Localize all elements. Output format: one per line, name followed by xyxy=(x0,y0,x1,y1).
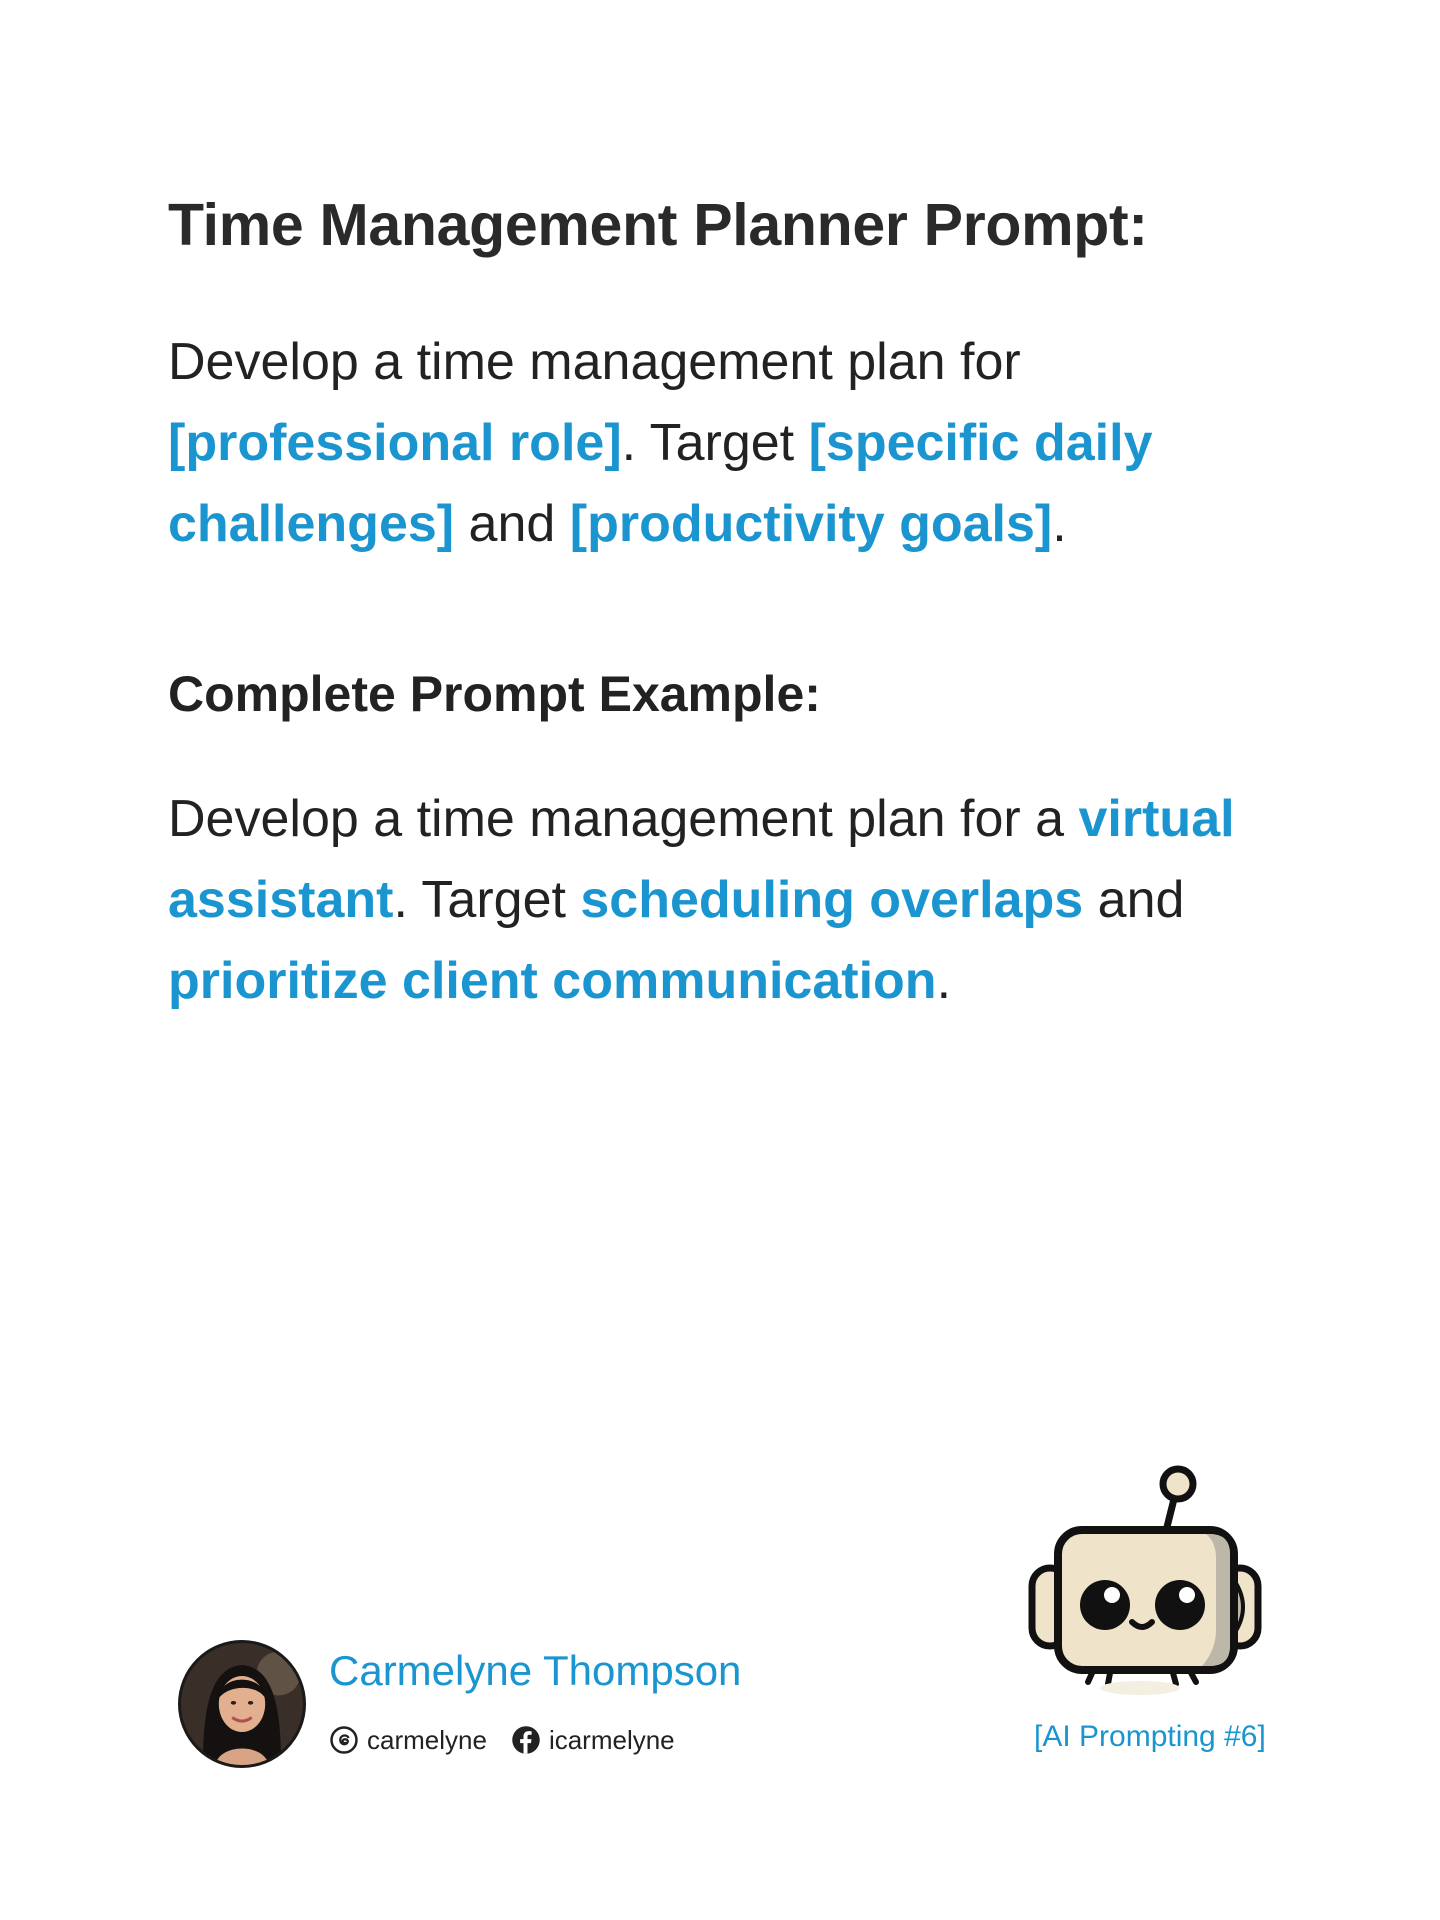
prompt-text: . Target xyxy=(621,414,809,472)
threads-icon xyxy=(329,1725,359,1755)
content xyxy=(168,182,1298,1022)
highlighted-placeholder: scheduling overlaps xyxy=(580,871,1084,929)
facebook-icon xyxy=(511,1725,541,1755)
highlighted-placeholder: [professional role] xyxy=(168,414,622,472)
prompt-text: and xyxy=(454,495,570,553)
prompt-text: and xyxy=(1083,871,1185,929)
prompt-text: . xyxy=(936,952,952,1010)
prompt-text: Develop a time management plan for a xyxy=(168,790,1079,848)
prompt-text: Develop a time management plan for xyxy=(168,333,1021,391)
avatar xyxy=(178,1640,306,1768)
facebook-handle: icarmelyne xyxy=(548,1724,675,1755)
prompt-text: . Target xyxy=(393,871,581,929)
highlighted-placeholder: [specific daily challenges] xyxy=(168,414,1153,553)
example-heading: Complete Prompt Example: xyxy=(168,666,821,722)
author-card xyxy=(178,1640,878,1770)
robot-mascot-icon xyxy=(1020,1450,1280,1710)
author-name[interactable]: Carmelyne Thompson xyxy=(329,1647,742,1694)
prompt-text: . xyxy=(1052,495,1067,553)
series-label: [AI Prompting #6] xyxy=(1034,1720,1266,1753)
social-links xyxy=(329,1720,699,1760)
prompt-template xyxy=(168,322,1298,565)
highlighted-placeholder: virtual assistant xyxy=(168,790,1235,929)
page-title: Time Management Planner Prompt: xyxy=(168,192,1148,258)
prompt-example xyxy=(168,779,1298,1022)
avatar-portrait-icon xyxy=(181,1643,303,1765)
threads-link[interactable] xyxy=(329,1725,487,1756)
highlighted-placeholder: [productivity goals] xyxy=(569,495,1053,553)
highlighted-placeholder: prioritize client communication xyxy=(168,952,937,1010)
threads-handle: carmelyne xyxy=(367,1724,487,1755)
facebook-link[interactable] xyxy=(511,1725,675,1756)
